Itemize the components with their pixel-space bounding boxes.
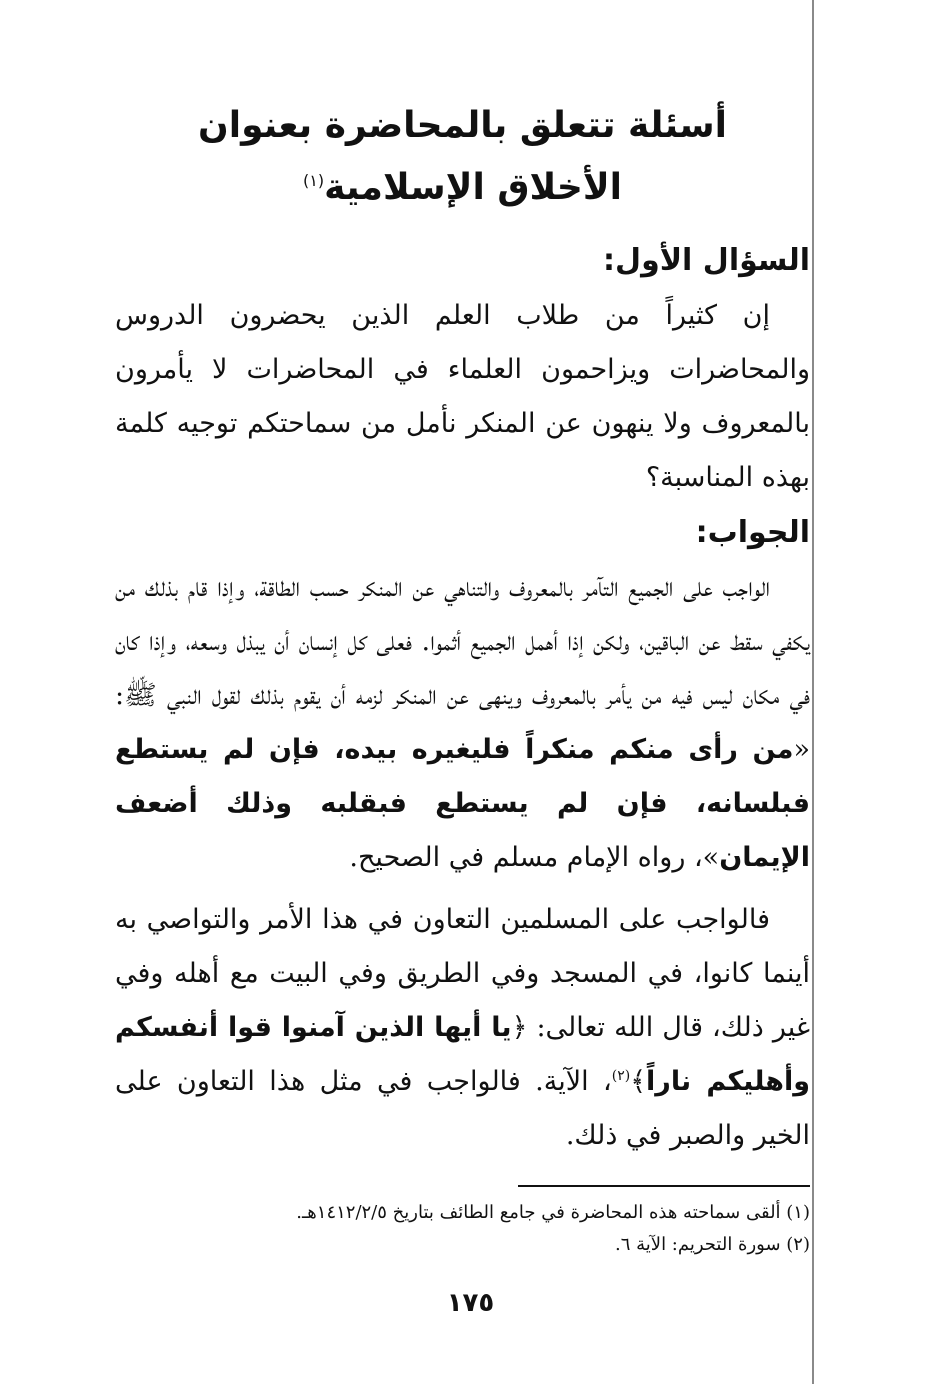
footnote-2: (٢) سورة التحريم: الآية ٦. bbox=[615, 1234, 810, 1255]
answer-p2-text-2: ، الآية. فالواجب في مثل هذا التعاون على الخير والصبر في ذلك. bbox=[115, 1066, 810, 1151]
question-heading: السؤال الأول: bbox=[603, 243, 810, 278]
answer-p1-text-2: »، رواه الإمام مسلم في الصحيح. bbox=[349, 842, 720, 873]
title-line-2-text: الأخلاق الإسلامية bbox=[324, 167, 622, 208]
title-line-1: أسئلة تتعلق بالمحاضرة بعنوان bbox=[198, 105, 727, 146]
answer-p2-text-1: فالواجب على المسلمين التعاون في هذا الأمر والتواصي به أينما كانوا، في المسجد وفي الطريق وفي البيت مع أهله وفي غير ذلك، قال الله تعالى: ﴿ bbox=[115, 904, 810, 1043]
verse-close-bracket: ﴾ bbox=[630, 1066, 647, 1097]
page-title bbox=[115, 95, 810, 219]
verse-footnote-ref: (٢) bbox=[611, 1068, 631, 1084]
page-edge-line bbox=[812, 0, 814, 1384]
answer-p1-text-1: الواجب على الجميع التآمر بالمعروف والتناهي عن المنكر حسب الطاقة، وإذا قام بذلك من يكفي سقط عن الباقين، ولكن إذا أهمل الجميع أثموا. فعلى كل إنسان أن يبذل وسعه، وإذا كان في مكان ليس فيه من يأمر بالمعروف وينهى عن المنكر لزمه أن يقوم بذلك لقول النبي ﷺ: « bbox=[115, 572, 810, 765]
footnotes bbox=[115, 1197, 810, 1261]
footnote-1: (١) ألقى سماحته هذه المحاضرة في جامع الطائف بتاريخ ١٤١٢/٢/٥هـ. bbox=[296, 1202, 810, 1223]
answer-heading: الجواب: bbox=[695, 515, 810, 550]
title-line-2 bbox=[115, 157, 810, 219]
answer-paragraph-2 bbox=[115, 893, 810, 1163]
title-footnote-ref: (١) bbox=[303, 171, 325, 190]
footnote-divider bbox=[518, 1185, 810, 1187]
quran-verse: يا أيها الذين آمنوا قوا أنفسكم وأهليكم ناراً bbox=[115, 1012, 810, 1097]
answer-paragraph-1 bbox=[115, 561, 810, 885]
hadith-quote: من رأى منكم منكراً فليغيره بيده، فإن لم يستطع فبلسانه، فإن لم يستطع فبقلبه وذلك أضعف الإيمان bbox=[115, 734, 810, 873]
question-text: إن كثيراً من طلاب العلم الذين يحضرون الدروس والمحاضرات ويزاحمون العلماء في المحاضرات لا يأمرون بالمعروف ولا ينهون عن المنكر نأمل من سماحتكم توجيه كلمة بهذه المناسبة؟ bbox=[115, 300, 810, 493]
page-number: ١٧٥ bbox=[446, 1288, 495, 1318]
page-content bbox=[115, 95, 810, 1261]
